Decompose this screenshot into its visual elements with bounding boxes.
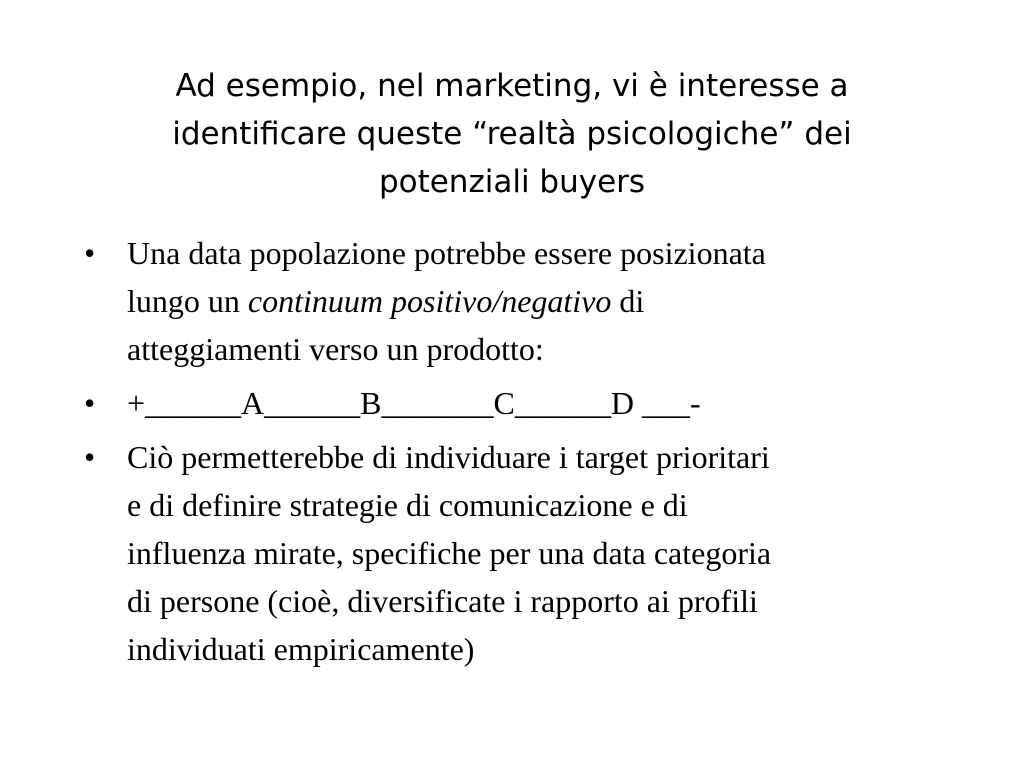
bullet-item-population [80,229,960,373]
bullet-item-continuum-scale [80,379,960,427]
bullet-icon: • [84,385,96,421]
slide-title-line: identificare queste “realtà psicologiche” dei [172,116,852,152]
bullet-text-line: e di definire strategie di comunicazione e di [127,487,688,523]
bullet-icon: • [84,235,96,271]
bullet-text-line: di persone (cioè, diversificate i rapporto ai profili [127,583,758,619]
bullet-text-line: influenza mirate, specifiche per una data categoria [127,535,772,571]
bullet-text-line: Ciò permetterebbe di individuare i target prioritari [127,439,770,475]
continuum-scale-text: +______A______B_______C______D ___- [127,385,701,421]
bullet-text-line [127,277,960,325]
bullet-italic-text: continuum positivo/negativo [247,283,612,319]
bullet-list [80,229,960,679]
bullet-text-line: individuati empiricamente) [127,631,475,667]
bullet-icon: • [84,439,96,475]
bullet-text-segment: di [611,283,645,319]
bullet-text-line: Una data popolazione potrebbe essere posizionata [127,235,766,271]
slide-title-line: potenziali buyers [378,164,646,200]
bullet-item-targeting [80,433,960,673]
bullet-text-segment: lungo un [127,283,248,319]
slide-title [60,62,964,206]
bullet-text-line: atteggiamenti verso un prodotto: [127,331,544,367]
slide-title-line: Ad esempio, nel marketing, vi è interesse a [175,68,849,104]
